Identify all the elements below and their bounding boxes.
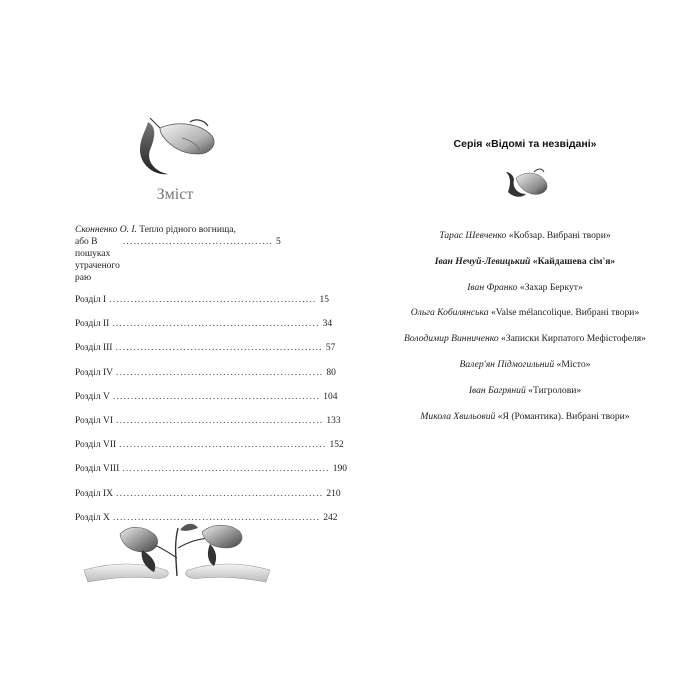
toc-entry[interactable] (75, 318, 333, 342)
toc-title: Зміст (156, 186, 194, 203)
series-book-item[interactable] (350, 411, 700, 437)
pear-leaf-ornament-icon (500, 164, 550, 202)
toc-entry[interactable] (75, 488, 341, 512)
toc-leader-dots: .......................................................... (116, 488, 324, 499)
toc-leader-dots: .......................................................... (109, 295, 317, 305)
series-book-author: Володимир Винниченко (404, 333, 499, 345)
toc-page-number: 133 (326, 415, 341, 426)
toc-entry[interactable] (75, 415, 341, 439)
toc-leader-dots: .......................................................... (122, 464, 330, 475)
toc-page-number: 190 (332, 464, 347, 475)
right-page (350, 0, 700, 700)
toc-page-number: 57 (325, 343, 336, 354)
series-book-item[interactable] (350, 333, 700, 359)
toc-entry[interactable] (75, 391, 338, 415)
series-book-title: «Кобзар. Вибрані твори» (508, 230, 611, 241)
toc-page-number: 104 (323, 391, 338, 402)
toc-leader-dots: .......................................... (122, 237, 273, 247)
series-book-title: «Кайдашева сім'я» (532, 255, 616, 267)
toc-page-number: 5 (276, 237, 281, 247)
toc-entry-label: Розділ V (75, 391, 110, 402)
series-book-item[interactable] (350, 359, 700, 385)
toc-entry-label: Розділ II (75, 319, 110, 330)
pear-leaf-ornament-icon (130, 110, 220, 180)
series-list (350, 230, 700, 436)
series-book-author: Ольга Кобилянська (410, 307, 489, 319)
toc-foreword-title-line1: Тепло рідного вогнища, (139, 225, 236, 235)
series-book-title: «Місто» (556, 358, 591, 370)
series-book-title: «Захар Беркут» (519, 281, 583, 293)
toc-entry-label: Розділ VII (75, 440, 117, 451)
series-book-item[interactable] (350, 230, 700, 256)
toc-entry[interactable] (75, 294, 329, 318)
toc-foreword-title-line2: або В пошуках утраченого раю (75, 237, 120, 283)
toc-entry-label: Розділ IX (75, 488, 113, 499)
toc-leader-dots: .......................................................... (115, 343, 323, 354)
series-book-author: Іван Нечуй-Левицький (434, 255, 531, 267)
series-book-title: «Записки Кирпатого Мефістофеля» (501, 333, 646, 345)
series-book-item[interactable] (350, 282, 700, 308)
series-book-author: Іван Франко (467, 281, 518, 293)
toc-leader-dots: .......................................................... (112, 391, 321, 402)
toc-entry[interactable] (75, 439, 344, 463)
table-of-contents (75, 224, 347, 536)
series-book-author: Тарас Шевченко (439, 230, 507, 241)
series-book-author: Микола Хвильовий (420, 410, 496, 422)
series-book-item[interactable] (350, 256, 700, 282)
toc-entry-label: Розділ VIII (75, 464, 120, 475)
toc-foreword-author: Сконненко О. І. (75, 225, 137, 235)
toc-entry[interactable] (75, 463, 347, 487)
series-heading: Серія «Відомі та незвідані» (453, 138, 597, 150)
toc-entry-label: Розділ I (75, 295, 107, 305)
series-book-item[interactable] (350, 385, 700, 411)
toc-leader-dots: .......................................................... (112, 512, 321, 523)
series-book-title: «Я (Романтика). Вибрані твори» (497, 410, 630, 422)
toc-entry-label: Розділ III (75, 343, 113, 354)
toc-entry[interactable] (75, 342, 336, 366)
hands-flower-ornament-icon (82, 518, 272, 588)
toc-entry-label: Розділ IV (75, 367, 113, 378)
toc-page-number: 242 (323, 512, 338, 523)
series-book-item[interactable] (350, 307, 700, 333)
toc-entry-label: Розділ X (75, 512, 110, 523)
toc-foreword-line2 (75, 236, 280, 284)
series-book-author: Іван Багряний (468, 384, 526, 396)
toc-page-number: 80 (326, 367, 336, 378)
toc-foreword-line1 (75, 224, 280, 236)
toc-entry[interactable] (75, 367, 336, 391)
series-book-title: «Valse mélancolique. Вибрані твори» (490, 307, 640, 319)
toc-leader-dots: .......................................................... (112, 319, 320, 330)
series-book-title: «Тигролови» (528, 384, 582, 396)
series-book-author: Валер'ян Підмогильний (459, 358, 555, 370)
toc-page-number: 15 (319, 295, 329, 305)
toc-page-number: 210 (326, 488, 341, 499)
toc-entry-foreword[interactable] (75, 224, 280, 284)
toc-page-number: 34 (322, 319, 333, 330)
toc-page-number: 152 (329, 440, 344, 451)
toc-entry-label: Розділ VI (75, 415, 113, 426)
toc-leader-dots: .......................................................... (116, 415, 324, 426)
toc-leader-dots: .......................................................... (119, 440, 327, 451)
toc-leader-dots: .......................................................... (116, 367, 324, 378)
